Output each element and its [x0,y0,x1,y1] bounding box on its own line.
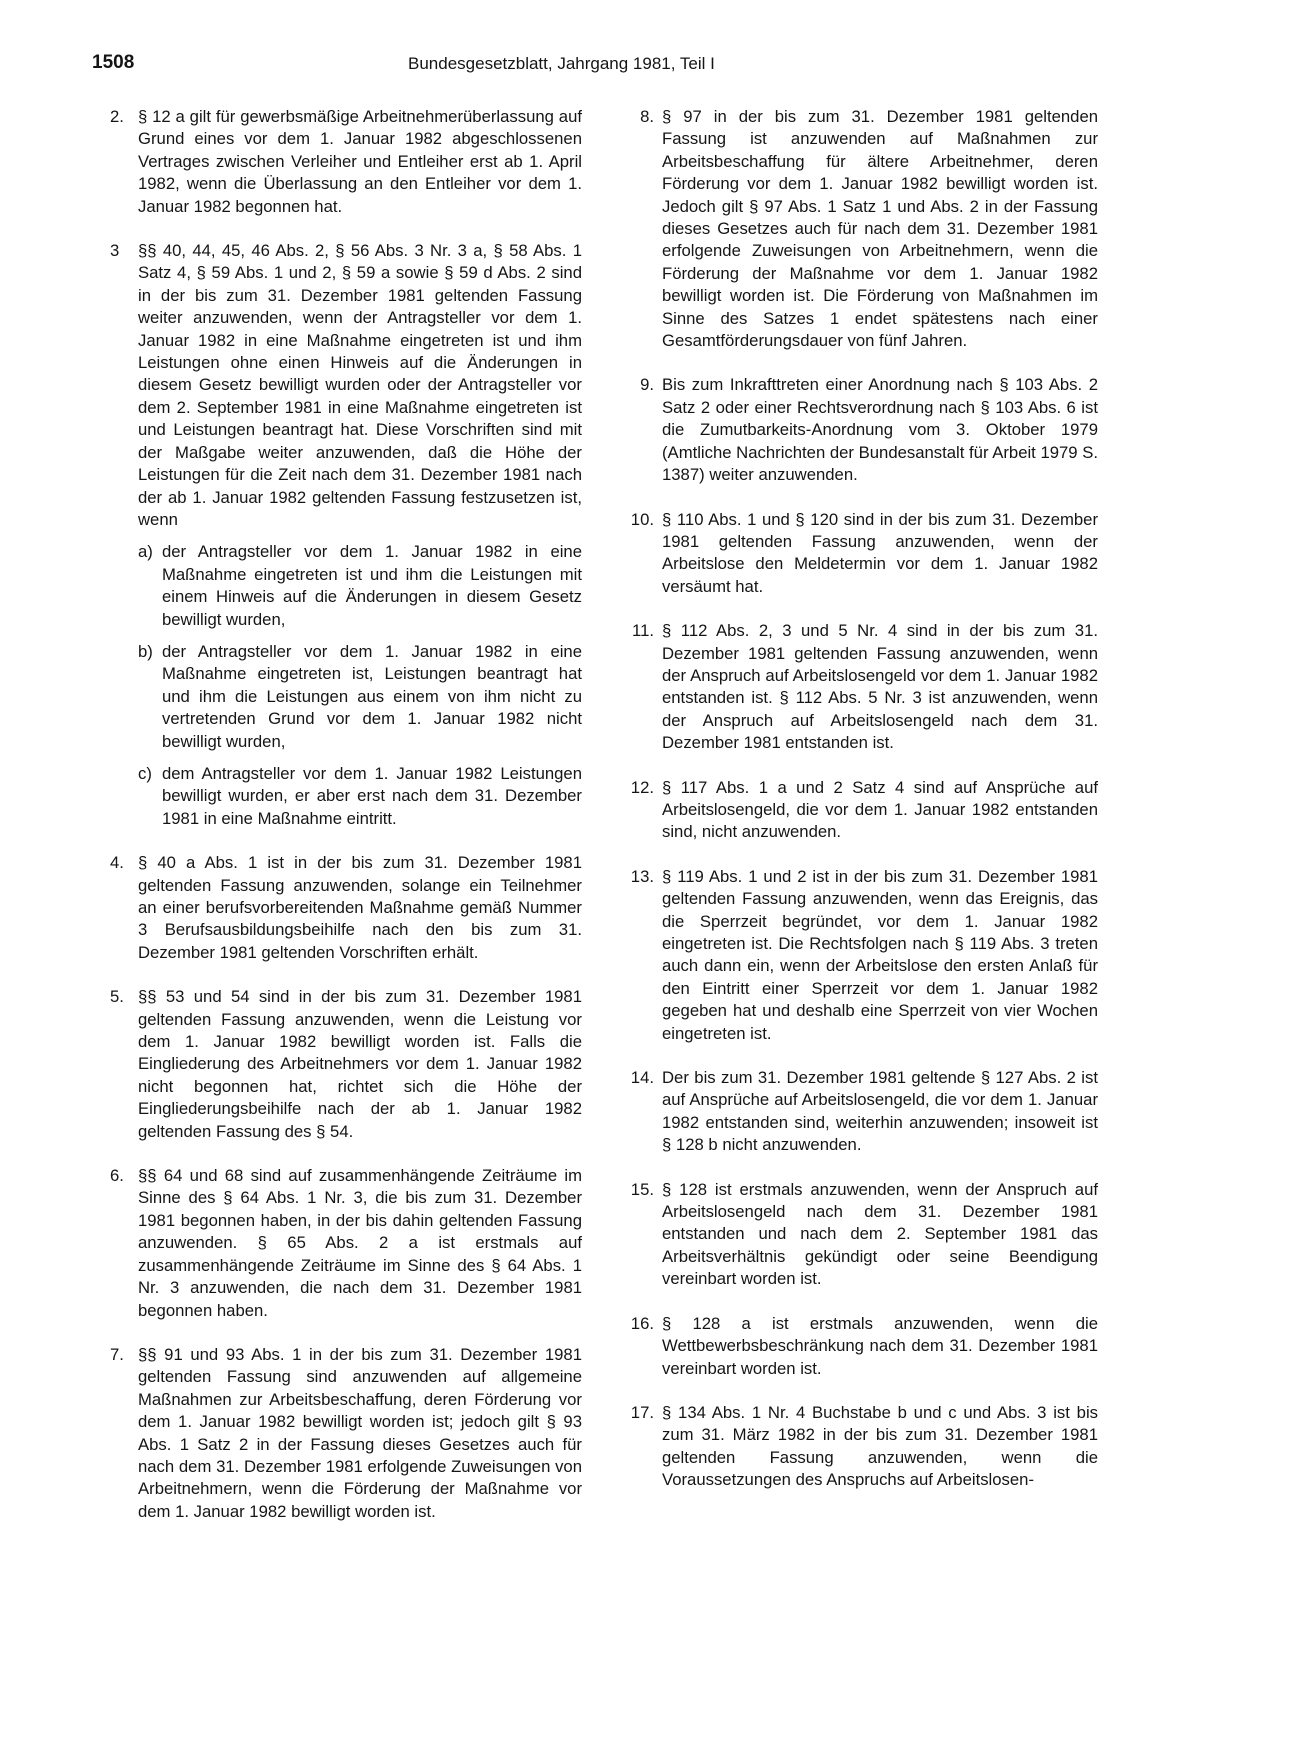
list-item [612,1313,1098,1380]
item-text: §§ 40, 44, 45, 46 Abs. 2, § 56 Abs. 3 Nr. 3 a, § 58 Abs. 1 Satz 4, § 59 Abs. 1 und 2, § 59 a sowie § 59 d Abs. 2 sind in der bis zum 31. Dezember 1981 geltenden Fassung weiter anzuwenden, wenn der Antragsteller vor dem 1. Januar 1982 in eine Maßnahme eingetreten ist und ihm Leistungen ohne einen Hinweis auf die Änderungen in diesem Gesetz bewilligt wurden oder der Antragsteller vor dem 2. September 1981 in eine Maßnahme eingetreten ist und Leistungen beantragt hat. Diese Vorschriften sind mit der Maßgabe weiter anzuwenden, daß die Höhe der Leistungen für die Zeit nach dem 31. Dezember 1981 nach der ab 1. Januar 1982 geltenden Fassung festzusetzen ist, wenn [138,241,582,529]
item-number: 8. [640,107,654,126]
item-text: Bis zum Inkrafttreten einer Anordnung nach § 103 Abs. 2 Satz 2 oder einer Rechtsverordnung nach § 103 Abs. 6 ist die Zumutbarkeits-Anordnung vom 3. Oktober 1979 (Amtliche Nachrichten der Bundesanstalt für Arbeit 1979 S. 1387) weiter anzuwenden. [662,375,1098,485]
list-item [612,866,1098,1045]
item-text: §§ 91 und 93 Abs. 1 in der bis zum 31. Dezember 1981 geltenden Fassung sind anzuwenden auf allgemeine Maßnahmen zur Arbeitsbeschaffung, deren Förderung vor dem 1. Januar 1982 bewilligt worden ist; jedoch gilt § 93 Abs. 1 Satz 2 in der Fassung dieses Gesetzes auch für nach dem 31. Dezember 1981 erfolgende Zuweisungen von Arbeitnehmern, wenn die Förderung der Maßnahme vor dem 1. Januar 1982 bewilligt worden ist. [138,1344,582,1521]
sub-item-text: der Antragsteller vor dem 1. Januar 1982 in eine Maßnahme eingetreten ist, Leistungen beantragt hat und ihm die Leistungen aus einem von ihm nicht zu vertretenden Grund vor dem 1. Januar 1982 nicht bewilligt wurden, [162,641,582,751]
item-body [138,240,582,830]
list-item [110,1165,582,1322]
list-item [612,777,1098,844]
item-number: 5. [110,987,124,1007]
right-column [612,106,1098,1514]
item-number: 16. [630,1313,654,1333]
item-number: 2. [110,107,124,126]
item-number: 12. [630,777,654,797]
list-item [110,240,582,830]
list-item [612,509,1098,599]
item-text: § 110 Abs. 1 und § 120 sind in der bis zum 31. Dezember 1981 geltenden Fassung anzuwenden, wenn der Arbeitslose den Meldetermin vor dem 1. Januar 1982 versäumt hat. [662,509,1098,596]
item-number: 7. [110,1344,124,1364]
item-number: 9. [640,375,654,395]
item-number: 15. [630,1179,654,1199]
item-number: 10. [630,509,654,529]
list-item [612,374,1098,486]
sub-item [138,541,582,631]
item-number: 6. [110,1166,124,1186]
list-item [612,1179,1098,1291]
item-text: § 134 Abs. 1 Nr. 4 Buchstabe b und c und Abs. 3 ist bis zum 31. März 1982 in der bis zum 31. Dezember 1981 geltenden Fassung anzuwenden, wenn die Voraussetzungen des Anspruchs auf Arbeitslosen- [662,1402,1098,1490]
left-column [110,106,582,1545]
item-text: § 112 Abs. 2, 3 und 5 Nr. 4 sind in der bis zum 31. Dezember 1981 geltenden Fassung anzuwenden, wenn der Anspruch auf Arbeitslosengeld vor dem 1. Januar 1982 entstanden ist. § 112 Abs. 5 Nr. 3 ist anzuwenden, wenn der Anspruch auf Arbeitslosengeld nach dem 31. Dezember 1981 entstanden ist. [662,621,1098,753]
item-number: 14. [630,1068,654,1088]
list-item [110,106,582,218]
item-text: § 128 a ist erstmals anzuwenden, wenn die Wettbewerbsbeschränkung nach dem 31. Dezember 1981 vereinbart worden ist. [662,1313,1098,1378]
item-number: 4. [110,853,124,873]
item-text: §§ 53 und 54 sind in der bis zum 31. Dezember 1981 geltenden Fassung anzuwenden, wenn die Leistung vor dem 1. Januar 1982 bewilligt worden ist. Falls die Eingliederung des Arbeitnehmers vor dem 1. Januar 1982 nicht begonnen hat, richtet sich die Höhe der Eingliederungsbeihilfe nach der ab 1. Januar 1982 geltenden Fassung des § 54. [138,987,582,1141]
item-number: 13. [630,866,654,886]
list-item [110,986,582,1143]
sub-item [138,641,582,753]
page-number: 1508 [92,52,135,73]
list-item [612,106,1098,352]
list-item [612,620,1098,754]
list-item [110,1344,582,1523]
sub-item-letter: a) [138,542,153,562]
item-text: §§ 64 und 68 sind auf zusammenhängende Zeiträume im Sinne des § 64 Abs. 1 Nr. 3, die bis zum 31. Dezember 1981 begonnen haben, in der bis dahin geltenden Fassung anzuwenden. § 65 Abs. 2 a ist erstmals auf zusammenhängende Zeiträume im Sinne des § 64 Abs. 1 Nr. 3 anzuwenden, die nach dem 31. Dezember 1981 begonnen haben. [138,1166,582,1320]
running-head: Bundesgesetzblatt, Jahrgang 1981, Teil I [408,54,715,73]
sub-item [138,763,582,830]
item-text: § 128 ist erstmals anzuwenden, wenn der Anspruch auf Arbeitslosengeld nach dem 31. Dezember 1981 entstanden und nach dem 2. September 1981 das Arbeitsverhältnis gekündigt oder seine Beendigung vereinbart worden ist. [662,1179,1098,1289]
item-number: 11. [632,621,654,641]
item-number: 3 [110,241,120,261]
item-text: § 97 in der bis zum 31. Dezember 1981 geltenden Fassung ist anzuwenden auf Maßnahmen zur Arbeitsbeschaffung für ältere Arbeitnehmer, deren Förderung vor dem 1. Januar 1982 bewilligt worden ist. Jedoch gilt § 97 Abs. 1 Satz 1 und Abs. 2 in der Fassung dieses Gesetzes auch für nach dem 31. Dezember 1981 erfolgende Zuweisungen von Arbeitnehmern, wenn die Förderung der Maßnahme vor dem 1. Januar 1982 bewilligt worden ist. Die Förderung von Maßnahmen im Sinne des Satzes 1 endet spätestens nach einer Gesamtförderungsdauer von fünf Jahren. [662,107,1098,351]
sub-item-letter: c) [138,763,152,783]
list-item [110,852,582,964]
item-text: § 12 a gilt für gewerbsmäßige Arbeitnehmerüberlassung auf Grund eines vor dem 1. Januar 1982 abgeschlossenen Vertrages zwischen Verleiher und Entleiher erst ab 1. April 1982, wenn die Überlassung an den Entleiher vor dem 1. Januar 1982 begonnen hat. [138,107,582,216]
sub-item-letter: b) [138,641,153,661]
list-item [612,1402,1098,1492]
item-text: § 117 Abs. 1 a und 2 Satz 4 sind auf Ansprüche auf Arbeitslosengeld, die vor dem 1. Januar 1982 entstanden sind, nicht anzuwenden. [662,777,1098,842]
item-text: Der bis zum 31. Dezember 1981 geltende § 127 Abs. 2 ist auf Ansprüche auf Arbeitslosengeld, die vor dem 1. Januar 1982 entstanden sind, weiterhin anzuwenden; insoweit ist § 128 b nicht anzuwenden. [662,1068,1098,1155]
sub-item-text: dem Antragsteller vor dem 1. Januar 1982 Leistungen bewilligt wurden, er aber erst nach dem 31. Dezember 1981 in eine Maßnahme eintritt. [162,763,582,828]
item-number: 17. [630,1402,654,1422]
list-item [612,1067,1098,1157]
sub-item-text: der Antragsteller vor dem 1. Januar 1982 in eine Maßnahme eingetreten ist und ihm die Leistungen mit einem Hinweis auf die Änderungen in diesem Gesetz bewilligt wurden, [162,542,582,629]
item-text: § 119 Abs. 1 und 2 ist in der bis zum 31. Dezember 1981 geltenden Fassung anzuwenden, wenn das Ereignis, das die Sperrzeit begründet, vor dem 1. Januar 1982 eingetreten ist. Die Rechtsfolgen nach § 119 Abs. 3 treten auch dann ein, wenn der Arbeitslose den ersten Anlaß für den Eintritt einer Sperrzeit vor dem 1. Januar 1982 gegeben hat und deshalb eine Sperrzeit von vier Wochen eingetreten ist. [662,866,1098,1043]
item-text: § 40 a Abs. 1 ist in der bis zum 31. Dezember 1981 geltenden Fassung anzuwenden, solange ein Teilnehmer an einer berufsvorbereitenden Maßnahme gemäß Nummer 3 Berufsausbildungsbeihilfe nach den bis zum 31. Dezember 1981 geltenden Vorschriften erhält. [138,853,582,962]
